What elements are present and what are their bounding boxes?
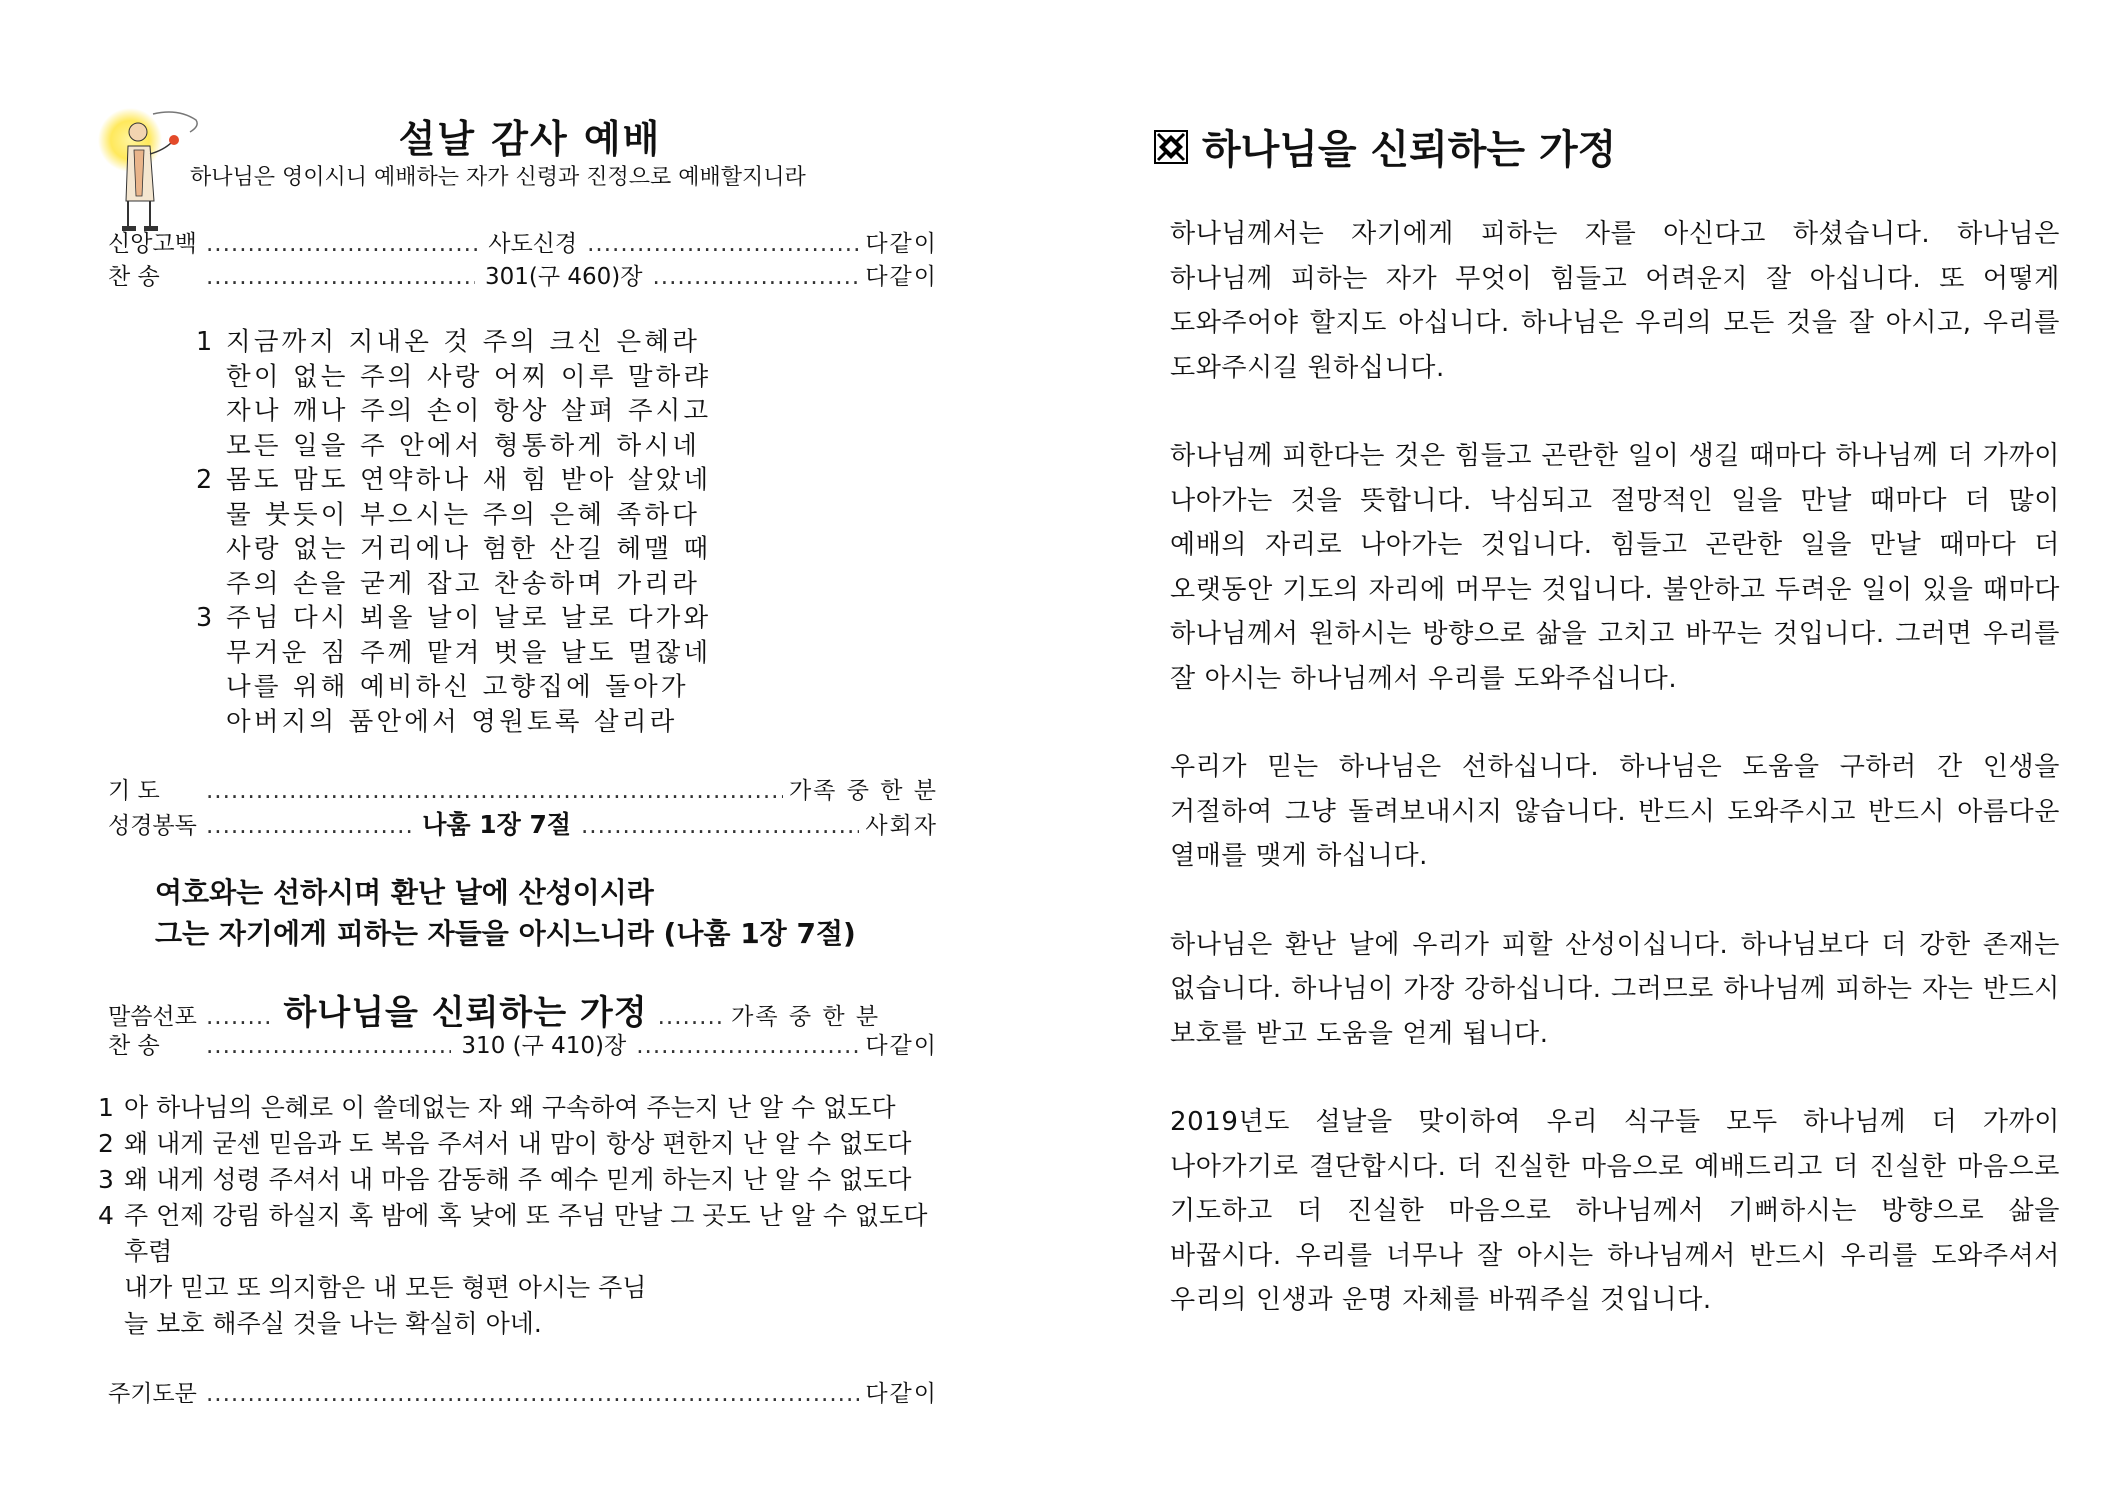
diamond-cross-icon — [1154, 130, 1188, 164]
sermon-paragraph: 2019년도 설날을 맞이하여 우리 식구들 모두 하나님께 더 가까이 나아가기로 결단합시다. 더 진실한 마음으로 예배드리고 더 진실한 마음으로 기도하고 더 진실한 마음으로 하나님께서 기뻐하시는 방향으로 삶을 바꿉시다. 우리를 너무나 잘 아시는 하나님께서 반드시 우리를 도와주셔서 우리의 인생과 운명 자체를 바꿔주실 것입니다. — [1170, 1107, 2060, 1315]
right-page — [1052, 0, 2105, 1488]
order-label: 성경봉독 — [108, 813, 197, 839]
hymn-310-lyrics — [98, 1090, 927, 1342]
dot-leader — [587, 231, 859, 257]
order-item: 310 (구 410)장 — [461, 1033, 627, 1059]
sermon-title: 하나님을 신뢰하는 가정 — [283, 993, 648, 1033]
refrain-label: 후렴 — [124, 1237, 173, 1266]
order-row-scripture — [108, 805, 938, 841]
order-row-lords-prayer — [108, 1375, 938, 1408]
order-leader: 다같이 — [865, 264, 938, 290]
lyric-line: 3 주님 다시 뵈올 날이 날로 날로 다가와 — [196, 603, 712, 633]
order-label: 주기도문 — [108, 1381, 197, 1407]
scripture-line: 그는 자기에게 피하는 자들을 아시느니라 (나훔 1장 7절) — [155, 917, 856, 950]
order-label: 기 도 — [108, 778, 160, 804]
order-leader: 가족 중 한 분 — [788, 778, 938, 804]
sermon-paragraph: 우리가 믿는 하나님은 선하십니다. 하나님은 도움을 구하러 간 인생을 거절하여 그냥 돌려보내시지 않습니다. 반드시 도와주시고 반드시 아름다운 열매를 맺게 하십니다. — [1170, 752, 2060, 871]
order-row-hymn-2 — [108, 1027, 938, 1060]
sermon-paragraph: 하나님께 피한다는 것은 힘들고 곤란한 일이 생길 때마다 하나님께 더 가까이 나아가는 것을 뜻합니다. 낙심되고 절망적인 일을 만날 때마다 더 많이 예배의 자리로 나아가는 것입니다. 힘들고 곤란한 일을 만날 때마다 더 오랫동안 기도의 자리에 머무는 것입니다. 불안하고 두려운 일이 있을 때마다 하나님께서 원하시는 방향으로 삶을 고치고 바꾸는 것입니다. 그러면 우리를 잘 아시는 하나님께서 우리를 도와주십니다. — [1170, 441, 2060, 694]
lyric-line: 2 몸도 맘도 연약하나 새 힘 받아 살았네 — [196, 465, 712, 495]
sermon-paragraph: 하나님께서는 자기에게 피하는 자를 아신다고 하셨습니다. 하나님은 하나님께 피하는 자가 무엇이 힘들고 어려운지 잘 아십니다. 또 어떻게 도와주어야 할지도 아십니다. 하나님은 우리의 모든 것을 잘 아시고, 우리를 도와주시길 원하십니다. — [1170, 219, 2060, 383]
sermon-paragraph: 하나님은 환난 날에 우리가 피할 산성이십니다. 하나님보다 더 강한 존재는 없습니다. 하나님이 가장 강하십니다. 그러므로 하나님께 피하는 자는 반드시 보호를 받고 도움을 얻게 됩니다. — [1170, 929, 2060, 1049]
lyric-line: 내가 믿고 또 의지함은 내 모든 형편 아시는 주님 — [124, 1273, 647, 1302]
dot-leader — [206, 264, 475, 290]
lyric-line: 4 주 언제 강림 하실지 혹 밤에 혹 낮에 또 주님 만날 그 곳도 난 알 수 없도다 — [98, 1201, 928, 1230]
dot-leader — [206, 1033, 451, 1059]
lyric-line: 1 아 하나님의 은혜로 이 쓸데없는 자 왜 구속하여 주는지 난 알 수 없도다 — [98, 1093, 896, 1122]
scripture-quote — [155, 872, 856, 954]
order-row-prayer — [108, 772, 938, 805]
order-leader: 다같이 — [865, 231, 938, 257]
order-row-creed — [108, 225, 938, 258]
order-item: 사도신경 — [488, 231, 578, 257]
order-item: 나훔 1장 7절 — [422, 810, 571, 839]
order-item: 301(구 460)장 — [484, 264, 643, 290]
lyric-line: 2 왜 내게 굳센 믿음과 도 복음 주셔서 내 맘이 항상 편한지 난 알 수 없도다 — [98, 1129, 912, 1158]
order-label: 찬 송 — [108, 264, 160, 290]
order-leader: 가족 중 한 분 — [731, 1004, 881, 1030]
lyric-line: 한이 없는 주의 사랑 어찌 이루 말하랴 — [226, 361, 712, 392]
lyric-line: 나를 위해 예비하신 고향집에 돌아가 — [226, 672, 689, 702]
lyric-line: 1 지금까지 지내온 것 주의 크신 은혜라 — [196, 327, 701, 357]
order-leader: 다같이 — [865, 1381, 938, 1407]
order-label: 말씀선포 — [108, 1004, 197, 1030]
sermon-heading — [1154, 118, 1616, 175]
order-label: 찬 송 — [108, 1033, 160, 1059]
lyric-line: 늘 보호 해주실 것을 나는 확실히 아네. — [124, 1309, 542, 1338]
order-label: 신앙고백 — [108, 231, 197, 257]
order-row-hymn-1 — [108, 258, 938, 291]
lyric-line: 모든 일을 주 안에서 형통하게 하시네 — [226, 430, 701, 461]
lyric-line: 무거운 짐 주께 맡겨 벗을 날도 멀잖네 — [226, 637, 712, 668]
service-subtitle-verse: 하나님은 영이시니 예배하는 자가 신령과 진정으로 예배할지니라 — [190, 165, 806, 190]
sermon-heading-text: 하나님을 신뢰하는 가정 — [1202, 127, 1617, 173]
lyric-line: 3 왜 내게 성령 주셔서 내 마음 감동해 주 예수 믿게 하는지 난 알 수 없도다 — [98, 1165, 912, 1194]
dot-leader — [206, 231, 478, 257]
left-page — [0, 0, 1052, 1488]
lyric-line: 아버지의 품안에서 영원토록 살리라 — [226, 706, 678, 737]
scripture-line: 여호와는 선하시며 환난 날에 산성이시라 — [155, 876, 654, 909]
dot-leader — [206, 778, 783, 804]
lyric-line: 물 붓듯이 부으시는 주의 은혜 족하다 — [226, 499, 701, 530]
order-leader: 사회자 — [865, 813, 938, 839]
sermon-body — [1170, 212, 2060, 1367]
dot-leader — [206, 1381, 859, 1407]
order-leader: 다같이 — [865, 1033, 938, 1059]
hymn-301-lyrics — [196, 325, 711, 739]
lyric-line: 자나 깨나 주의 손이 항상 살펴 주시고 — [226, 396, 712, 426]
dot-leader — [652, 264, 859, 290]
lyric-line: 사랑 없는 거리에나 험한 산길 헤맬 때 — [226, 534, 712, 564]
dot-leader — [206, 813, 412, 839]
dot-leader — [636, 1033, 859, 1059]
lyric-line: 주의 손을 굳게 잡고 찬송하며 가리라 — [226, 568, 701, 599]
service-title: 설날 감사 예배 — [398, 117, 662, 161]
dot-leader — [581, 813, 859, 839]
